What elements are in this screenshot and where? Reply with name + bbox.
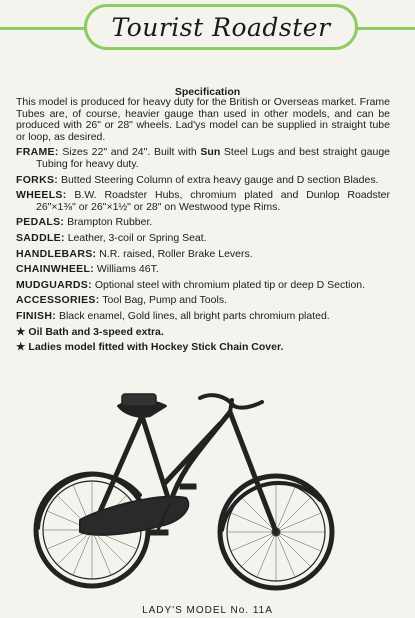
spec-mudguards bbox=[16, 280, 390, 292]
page-title: Tourist Roadster bbox=[111, 12, 331, 42]
specification-heading: Specification bbox=[174, 86, 241, 98]
spec-text: Butted Steering Column of extra heavy gauge and D section Blades. bbox=[60, 173, 379, 186]
spec-text: Steel Lugs and best straight gauge Tubing for heavy duty. bbox=[36, 146, 391, 170]
spec-label: PEDALS: bbox=[16, 216, 65, 229]
spec-pedals bbox=[16, 217, 390, 229]
intro-paragraph: This model is produced for heavy duty for the British or Overseas market. Frame Tubes are, of course, heavier gauge than used in other models, and can be produced with 26" or 28" wheels. Lad'ys model can be supplied in straight tube or loop, as desired. bbox=[16, 96, 390, 143]
spec-text: Sizes 22" and 24". Built with bbox=[62, 146, 201, 159]
spec-label: CHAINWHEEL: bbox=[16, 263, 94, 276]
spec-text: Leather, 3-coil or Spring Seat. bbox=[67, 231, 207, 244]
spec-accessories bbox=[16, 295, 390, 307]
spec-text: Optional steel with chromium plated tip or deep D Section. bbox=[94, 278, 366, 291]
spec-label: WHEELS: bbox=[16, 189, 67, 202]
model-caption: LADY'S MODEL No. 11A bbox=[142, 605, 273, 616]
spec-text: Brampton Rubber. bbox=[67, 216, 153, 229]
extra-text: Oil Bath and 3-speed extra. bbox=[28, 325, 164, 338]
extra-ladies bbox=[16, 342, 390, 354]
spec-finish bbox=[16, 311, 390, 323]
spec-label: ACCESSORIES: bbox=[16, 294, 100, 307]
extra-text: Ladies model fitted with Hockey Stick Chain Cover. bbox=[28, 341, 284, 354]
spec-label: MUDGUARDS: bbox=[16, 278, 92, 291]
spec-label: FINISH: bbox=[16, 309, 57, 322]
spec-wheels bbox=[16, 190, 390, 213]
spec-text: N.R. raised, Roller Brake Levers. bbox=[99, 247, 253, 260]
spec-label: HANDLEBARS: bbox=[16, 247, 97, 260]
spec-text: B.W. Roadster Hubs, chromium plated and Dunlop Roadster 26"×1⅜" or 26"×1½" or 28" on Westwood type Rims. bbox=[36, 189, 390, 213]
header bbox=[0, 0, 415, 62]
spec-chainwheel bbox=[16, 264, 390, 276]
star-icon: ★ bbox=[16, 341, 26, 354]
star-icon: ★ bbox=[16, 325, 26, 338]
spec-saddle bbox=[16, 233, 390, 245]
spec-forks bbox=[16, 175, 390, 187]
spec-text: Black enamel, Gold lines, all bright parts chromium plated. bbox=[58, 309, 330, 322]
spec-handlebars bbox=[16, 249, 390, 261]
extra-oil-bath bbox=[16, 327, 390, 339]
title-banner bbox=[84, 4, 358, 50]
spec-label: FORKS: bbox=[16, 173, 59, 186]
spec-label: SADDLE: bbox=[16, 231, 65, 244]
brand-name: Sun bbox=[200, 146, 221, 159]
specification-body bbox=[16, 97, 390, 358]
spec-text: Tool Bag, Pump and Tools. bbox=[102, 294, 227, 307]
spec-text: Williams 46T. bbox=[96, 263, 159, 276]
bicycle-illustration bbox=[30, 380, 340, 602]
spec-frame bbox=[16, 147, 390, 170]
spec-label: FRAME: bbox=[16, 146, 59, 159]
